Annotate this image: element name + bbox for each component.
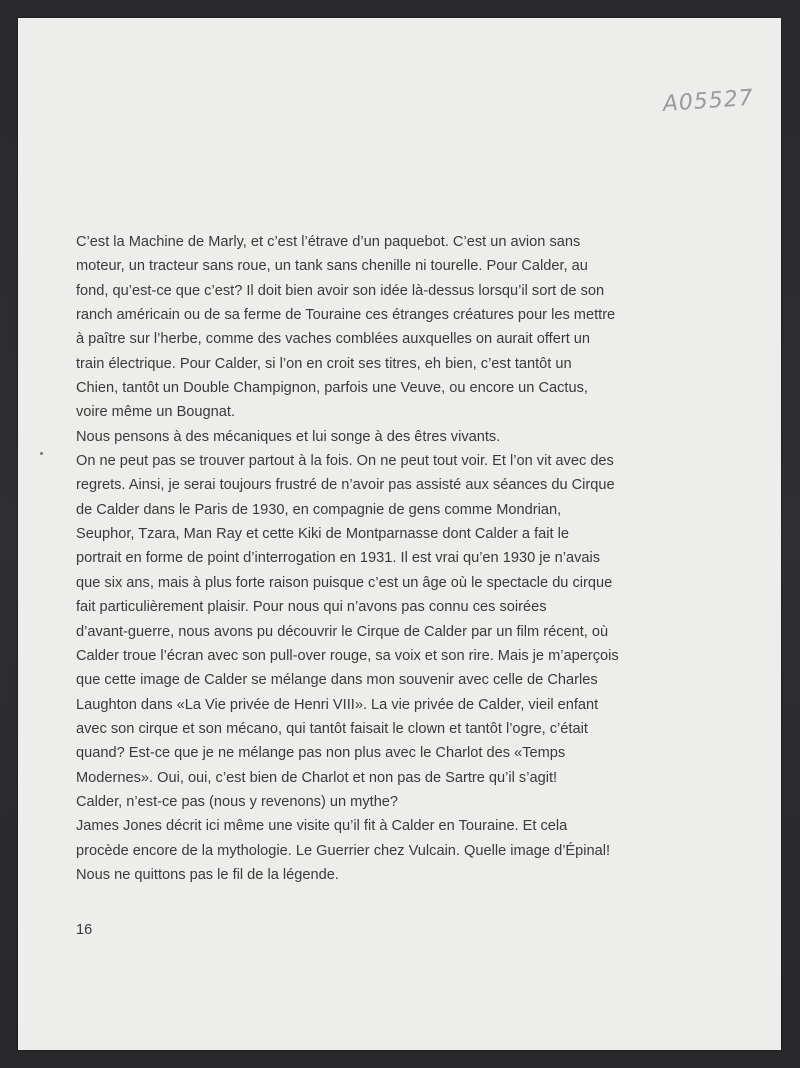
- body-text: [76, 230, 716, 887]
- text-line: portrait en forme de point d’interrogation en 1931. Il est vrai qu’en 1930 je n’avais: [76, 550, 601, 567]
- text-line: voire même un Bougnat.: [76, 404, 235, 421]
- text-line: regrets. Ainsi, je serai toujours frustré de n’avoir pas assisté aux séances du Cirque: [76, 477, 615, 494]
- text-line: avec son cirque et son mécano, qui tantôt faisait le clown et tantôt l’ogre, c’était: [76, 720, 588, 737]
- text-line: On ne peut pas se trouver partout à la fois. On ne peut tout voir. Et l’on vit avec des: [76, 453, 614, 470]
- paper-speck: [40, 452, 43, 455]
- text-line: moteur, un tracteur sans roue, un tank sans chenille ni tourelle. Pour Calder, au: [76, 258, 588, 275]
- text-line: de Calder dans le Paris de 1930, en compagnie de gens comme Mondrian,: [76, 501, 562, 518]
- text-line: Calder, n’est-ce pas (nous y revenons) un mythe?: [76, 793, 399, 810]
- text-line: fond, qu’est-ce que c’est? Il doit bien avoir son idée là-dessus lorsqu’il sort de son: [76, 282, 605, 299]
- text-line: Laughton dans «La Vie privée de Henri VIII». La vie privée de Calder, vieil enfant: [76, 696, 599, 713]
- page-number: 16: [76, 922, 93, 938]
- text-line: fait particulièrement plaisir. Pour nous qui n’avons pas connu ces soirées: [76, 599, 547, 616]
- text-line: James Jones décrit ici même une visite qu’il fit à Calder en Touraine. Et cela: [76, 818, 568, 835]
- text-line: train électrique. Pour Calder, si l’on en croit ses titres, eh bien, c’est tantôt un: [76, 355, 572, 372]
- text-line: Nous ne quittons pas le fil de la légende.: [76, 866, 339, 883]
- text-line: Nous pensons à des mécaniques et lui songe à des êtres vivants.: [76, 428, 501, 445]
- text-line: Modernes». Oui, oui, c’est bien de Charlot et non pas de Sartre qu’il s’agit!: [76, 769, 558, 786]
- text-line: d’avant-guerre, nous avons pu découvrir le Cirque de Calder par un film récent, où: [76, 623, 609, 640]
- text-line: Calder troue l’écran avec son pull-over rouge, sa voix et son rire. Mais je m’aperçois: [76, 647, 619, 664]
- text-line: procède encore de la mythologie. Le Guerrier chez Vulcain. Quelle image d’Épinal!: [76, 842, 611, 859]
- text-line: C’est la Machine de Marly, et c’est l’étrave d’un paquebot. C’est un avion sans: [76, 234, 581, 250]
- text-line: quand? Est-ce que je ne mélange pas non plus avec le Charlot des «Temps: [76, 745, 566, 762]
- text-line: Seuphor, Tzara, Man Ray et cette Kiki de Montparnasse dont Calder a fait le: [76, 526, 569, 543]
- text-line: Chien, tantôt un Double Champignon, parfois une Veuve, ou encore un Cactus,: [76, 380, 588, 397]
- text-line: à paître sur l’herbe, comme des vaches comblées auxquelles on aurait offert un: [76, 331, 591, 348]
- accession-mark: A05527: [662, 85, 755, 117]
- text-line: que six ans, mais à plus forte raison puisque c’est un âge où le spectacle du cirque: [76, 574, 613, 591]
- text-line: ranch américain ou de sa ferme de Touraine ces étranges créatures pour les mettre: [76, 307, 616, 324]
- text-line: que cette image de Calder se mélange dans mon souvenir avec celle de Charles: [76, 672, 598, 689]
